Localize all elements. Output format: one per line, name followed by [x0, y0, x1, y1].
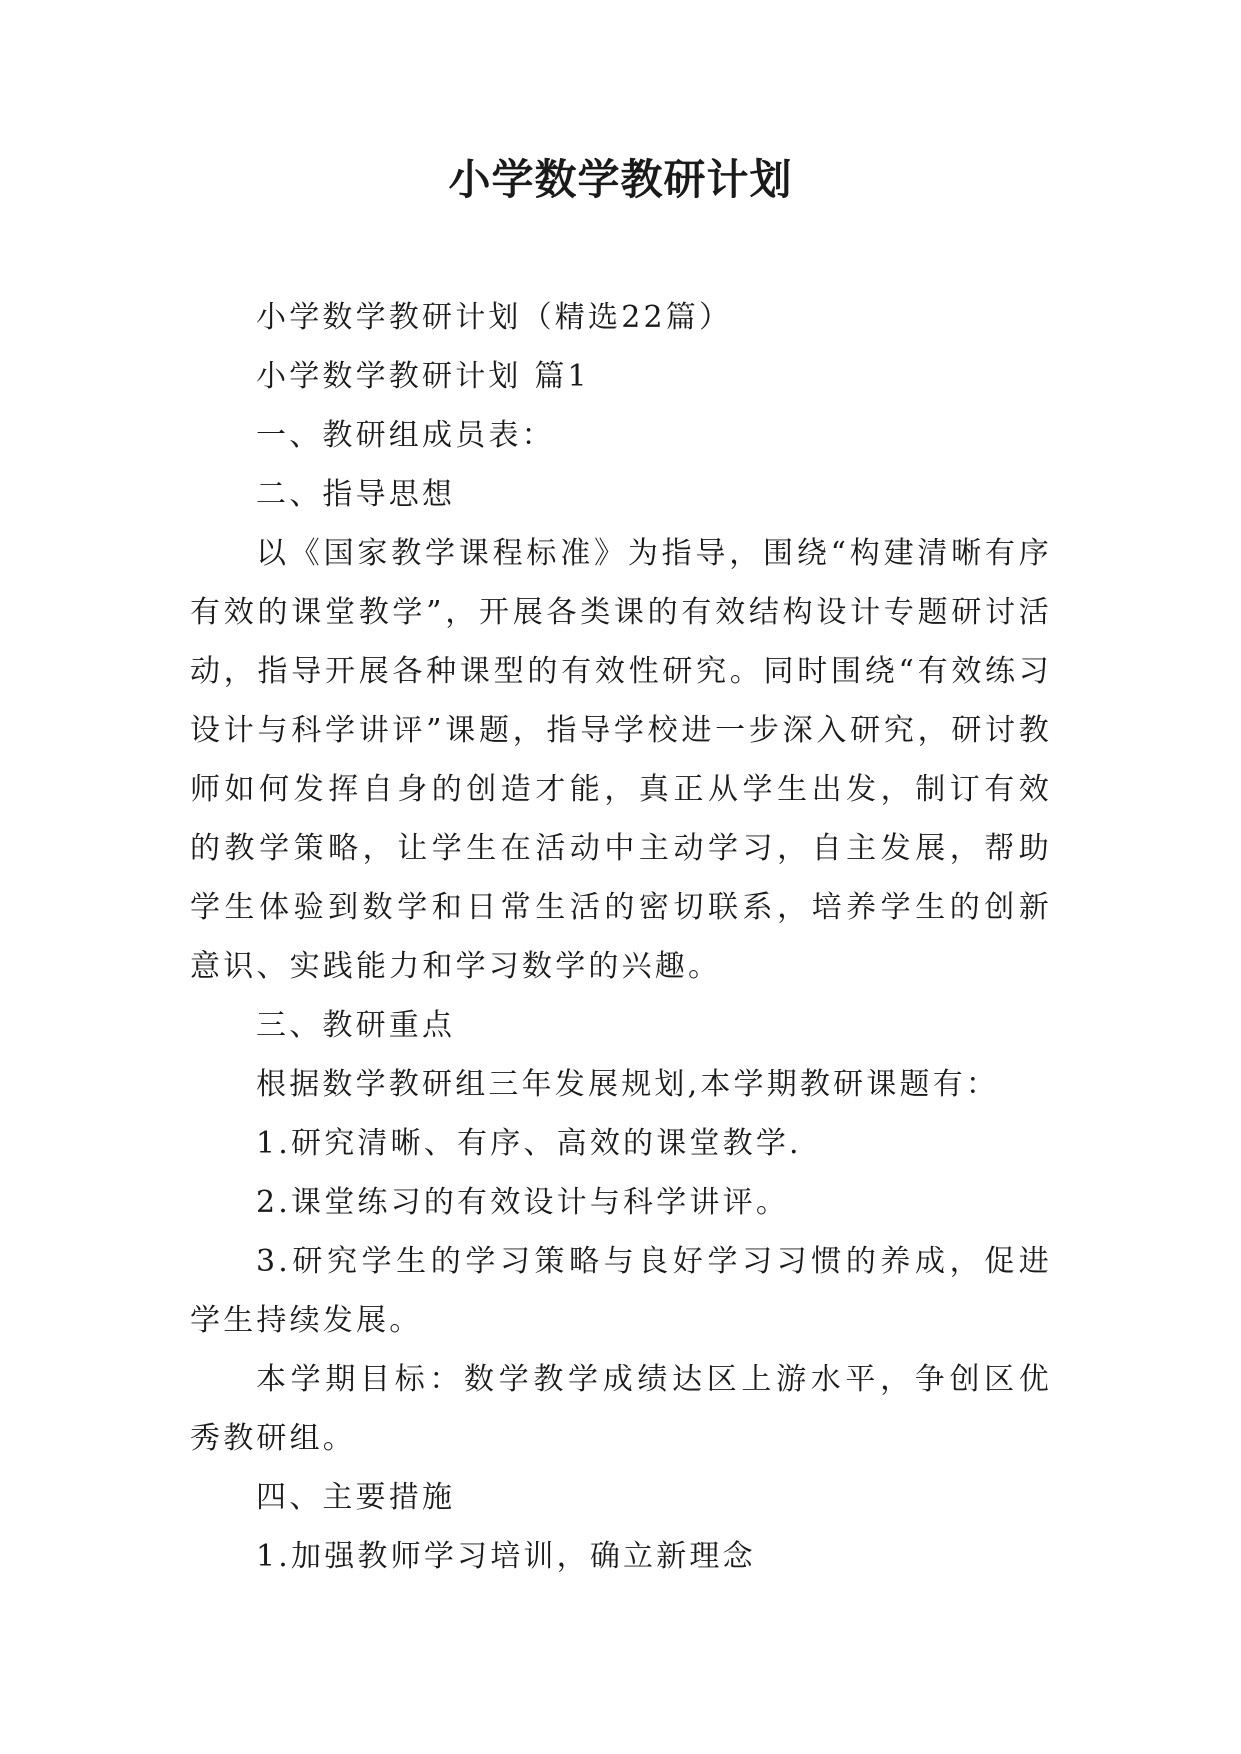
paragraph-collection-title: 小学数学教研计划（精选22篇） — [256, 300, 733, 335]
list-item-measure-1: 1.加强教师学习培训，确立新理念 — [256, 1539, 756, 1574]
list-item-topic-2: 2.课堂练习的有效设计与科学讲评。 — [256, 1185, 790, 1220]
section-heading-main-measures: 四、主要措施 — [256, 1480, 456, 1515]
section-heading-members: 一、教研组成员表： — [256, 418, 555, 453]
paragraph-research-topics-intro: 根据数学教研组三年发展规划,本学期教研课题有： — [256, 1067, 1000, 1102]
list-item-topic-1: 1.研究清晰、有序、高效的课堂教学. — [256, 1126, 802, 1161]
section-heading-guiding-ideology: 二、指导思想 — [256, 477, 456, 512]
paragraph-article-heading: 小学数学教研计划 篇1 — [256, 359, 590, 394]
paragraph-semester-goal: 本学期目标：数学教学成绩达区上游水平，争创区优秀教研组。 — [190, 1362, 1052, 1456]
paragraph-guiding-ideology: 以《国家教学课程标准》为指导，围绕“构建清晰有序有效的课堂教学”，开展各类课的有效结构设计专题研讨活动，指导开展各种课型的有效性研究。同时围绕“有效练习设计与科学讲评”课题，指导学校进一步深入研究，研讨教师如何发挥自身的创造才能，真正从学生出发，制订有效的教学策略，让学生在活动中主动学习，自主发展，帮助学生体验到数学和日常生活的密切联系，培养学生的创新意识、实践能力和学习数学的兴趣。 — [190, 536, 1052, 984]
document-title: 小学数学教研计划 — [448, 155, 793, 204]
section-heading-research-focus: 三、教研重点 — [256, 1008, 456, 1043]
list-item-topic-3: 3.研究学生的学习策略与良好学习习惯的养成，促进学生持续发展。 — [190, 1244, 1052, 1338]
document-body — [190, 288, 1052, 1586]
